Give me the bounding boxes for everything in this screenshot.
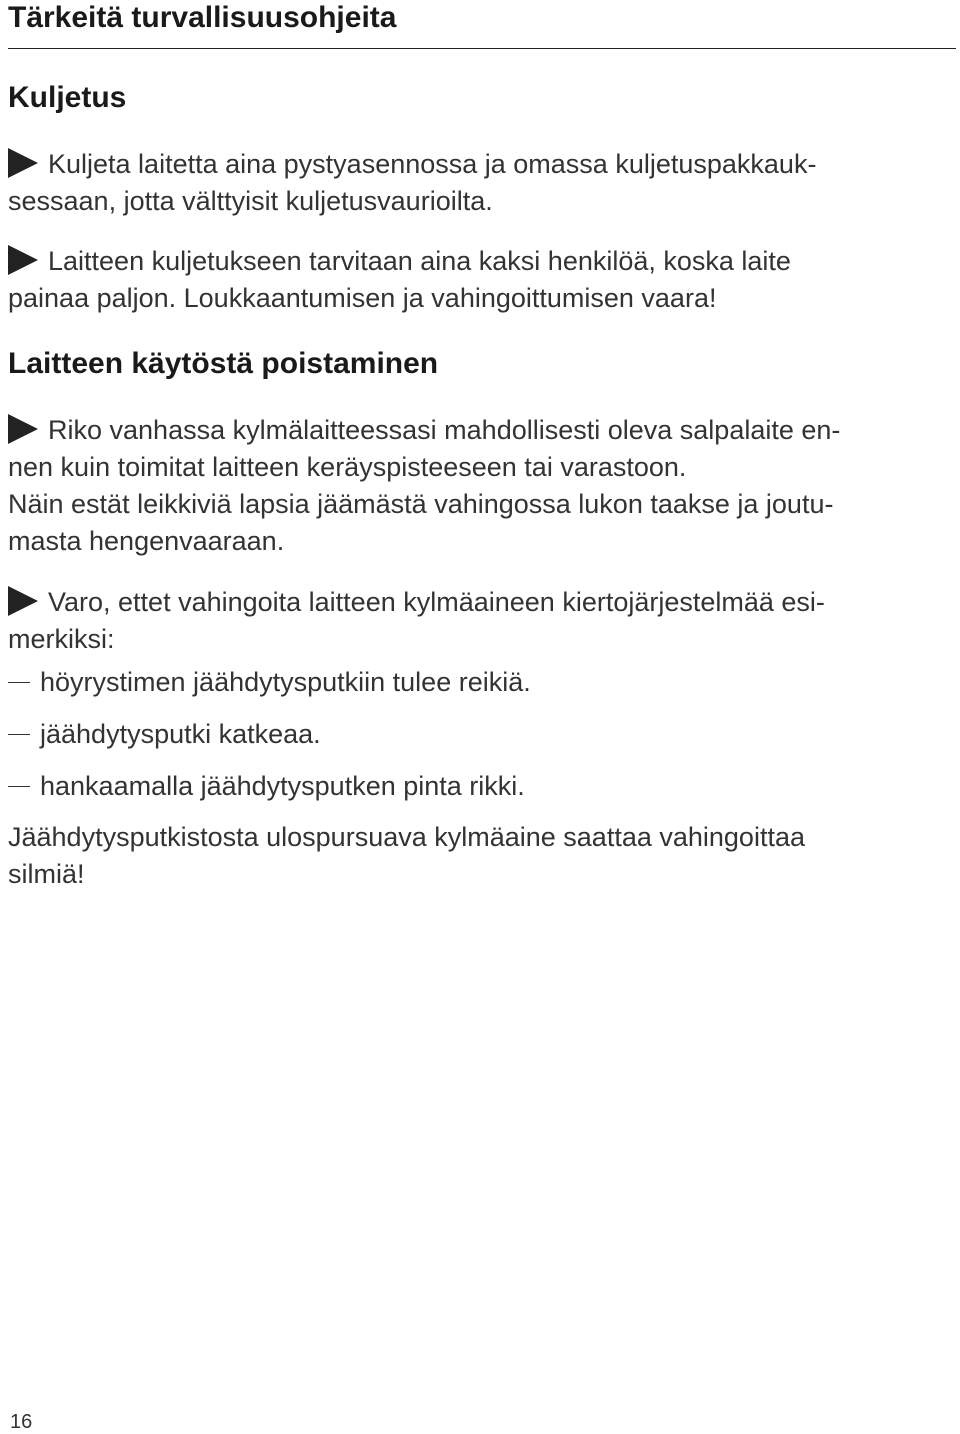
dash-icon (8, 786, 30, 787)
section-heading-poistaminen: Laitteen käytöstä poistaminen (8, 347, 439, 380)
list-item: hankaamalla jäähdytysputken pinta rikki. (8, 768, 525, 805)
paragraph-line: merkiksi: (8, 624, 115, 654)
triangle-right-icon (8, 586, 38, 616)
paragraph-line: Riko vanhassa kylmälaitteessasi mahdollisesti oleva salpalaite en- (8, 412, 956, 449)
paragraph-line: painaa paljon. Loukkaantumisen ja vahingoittumisen vaara! (8, 283, 717, 313)
instruction-transport-two-people (8, 243, 956, 317)
instruction-transport-upright (8, 146, 956, 220)
dash-icon (8, 682, 30, 683)
instruction-break-latch (8, 412, 956, 560)
page-title: Tärkeitä turvallisuusohjeita (8, 1, 397, 34)
paragraph-line: Varo, ettet vahingoita laitteen kylmäaineen kiertojärjestelmää esi- (8, 584, 956, 621)
list-item: jäähdytysputki katkeaa. (8, 716, 321, 753)
paragraph-line: Näin estät leikkiviä lapsia jäämästä vahingossa lukon taakse ja joutu- (8, 489, 834, 519)
paragraph-line: masta hengenvaaraan. (8, 526, 285, 556)
refrigerant-eye-warning (8, 819, 956, 893)
instruction-refrigerant-circuit (8, 584, 956, 658)
paragraph-line: nen kuin toimitat laitteen keräyspisteeseen tai varastoon. (8, 452, 687, 482)
paragraph-line: silmiä! (8, 859, 85, 889)
paragraph-line: Jäähdytysputkistosta ulospursuava kylmäaine saattaa vahingoittaa (8, 822, 805, 852)
triangle-right-icon (8, 245, 38, 275)
paragraph-line: Laitteen kuljetukseen tarvitaan aina kaksi henkilöä, koska laite (8, 243, 956, 280)
list-item: höyrystimen jäähdytysputkiin tulee reikiä. (8, 664, 531, 701)
paragraph-line: Kuljeta laitetta aina pystyasennossa ja omassa kuljetuspakkauk- (8, 146, 956, 183)
triangle-right-icon (8, 414, 38, 444)
section-heading-kuljetus: Kuljetus (8, 81, 127, 114)
dash-icon (8, 734, 30, 735)
header-divider (8, 48, 956, 49)
page-number: 16 (10, 1411, 33, 1433)
paragraph-line: sessaan, jotta välttyisit kuljetusvaurioilta. (8, 186, 493, 216)
triangle-right-icon (8, 148, 38, 178)
